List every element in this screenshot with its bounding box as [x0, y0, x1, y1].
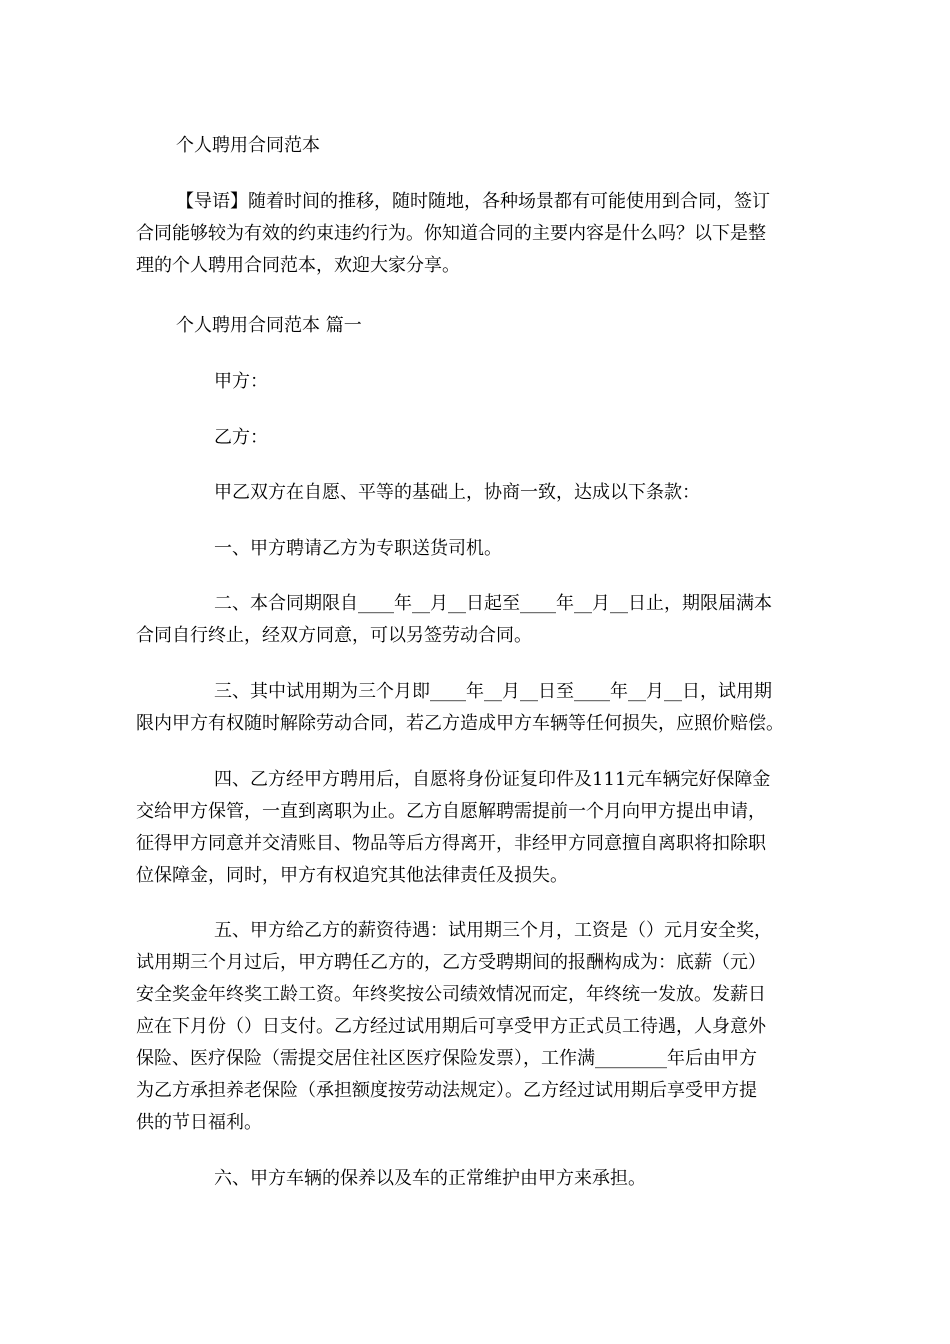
- intro-line: 【导语】随着时间的推移，随时随地，各种场景都有可能使用到合同，签订: [176, 191, 770, 212]
- clause-line: 保险、医疗保险（需提交居住社区医疗保险发票），工作满________年后由甲方: [136, 1048, 757, 1069]
- party-b-line: 乙方：: [214, 427, 268, 448]
- clause-4: [136, 764, 816, 892]
- party-a-line: 甲方：: [214, 371, 268, 392]
- party-a: [214, 366, 894, 398]
- document-title: [176, 130, 856, 162]
- clause-line: 征得甲方同意并交清账目、物品等后方得离开，非经甲方同意擅自离职将扣除职: [136, 833, 766, 854]
- clause-1: [214, 533, 894, 565]
- clause-line: 为乙方承担养老保险（承担额度按劳动法规定）。乙方经过试用期后享受甲方提: [136, 1080, 757, 1101]
- agreement-statement: [214, 477, 894, 509]
- clause-line: 应在下月份（）日支付。乙方经过试用期后可享受甲方正式员工待遇，人身意外: [136, 1016, 766, 1037]
- clause-line: 合同自行终止，经双方同意，可以另签劳动合同。: [136, 625, 532, 646]
- clause-line: 试用期三个月过后，甲方聘任乙方的，乙方受聘期间的报酬构成为：底薪（元）: [136, 952, 766, 973]
- clause-line: 交给甲方保管，一直到离职为止。乙方自愿解聘需提前一个月向甲方提出申请，: [136, 801, 766, 822]
- section-title: [176, 310, 856, 342]
- clause-line: 位保障金，同时，甲方有权追究其他法律责任及损失。: [136, 865, 568, 886]
- clause-2: [136, 588, 816, 652]
- intro-line: 合同能够较为有效的约束违约行为。你知道合同的主要内容是什么吗？以下是整: [136, 223, 766, 244]
- clause-line: 六、甲方车辆的保养以及车的正常维护由甲方来承担。: [214, 1168, 646, 1189]
- intro-paragraph: [136, 186, 816, 282]
- clause-5: [136, 915, 816, 1139]
- clause-line: 限内甲方有权随时解除劳动合同，若乙方造成甲方车辆等任何损失，应照价赔偿。: [136, 713, 784, 734]
- clause-line: 四、乙方经甲方聘用后，自愿将身份证复印件及111元车辆完好保障金: [214, 769, 771, 790]
- title-line: 个人聘用合同范本: [176, 135, 320, 156]
- clause-line: 供的节日福利。: [136, 1112, 262, 1133]
- agreement-line: 甲乙双方在自愿、平等的基础上，协商一致，达成以下条款：: [214, 482, 700, 503]
- intro-line: 理的个人聘用合同范本，欢迎大家分享。: [136, 255, 460, 276]
- section-title-line: 个人聘用合同范本 篇一: [176, 315, 362, 336]
- clause-6: [214, 1163, 894, 1195]
- clause-3: [136, 676, 816, 740]
- clause-line: 三、其中试用期为三个月即____年__月__日至____年__月__日，试用期: [214, 681, 772, 702]
- clause-line: 五、甲方给乙方的薪资待遇：试用期三个月，工资是（）元月安全奖，: [214, 920, 772, 941]
- clause-line: 安全奖金年终奖工龄工资。年终奖按公司绩效情况而定，年终统一发放。发薪日: [136, 984, 766, 1005]
- clause-line: 二、本合同期限自____年__月__日起至____年__月__日止，期限届满本: [214, 593, 772, 614]
- clause-line: 一、甲方聘请乙方为专职送货司机。: [214, 538, 502, 559]
- party-b: [214, 422, 894, 454]
